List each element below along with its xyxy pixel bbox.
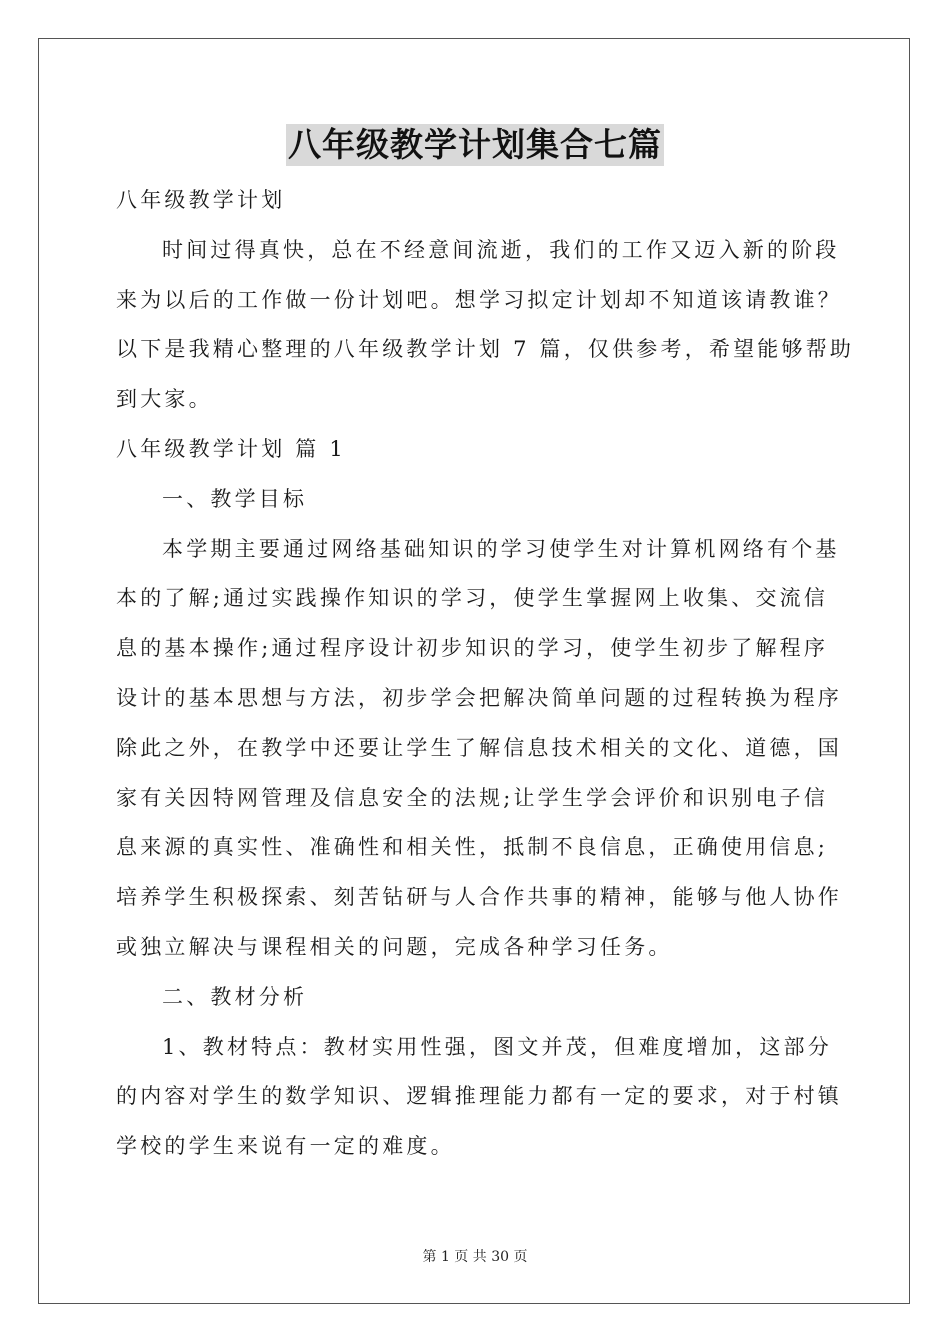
body-line: 本的了解;通过实践操作知识的学习，使学生掌握网上收集、交流信 [116,586,829,611]
body-line: 或独立解决与课程相关的问题，完成各种学习任务。 [116,934,673,959]
body-line: 来为以后的工作做一份计划吧。想学习拟定计划却不知道该请教谁？ [116,287,842,312]
body-line: 培养学生积极探索、刻苦钻研与人合作共事的精神，能够与他人协作 [116,885,842,910]
body-line: 八年级教学计划 篇 1 [116,436,346,461]
body-line: 的内容对学生的数学知识、逻辑推理能力都有一定的要求，对于村镇 [116,1084,842,1109]
body-line: 家有关因特网管理及信息安全的法规;让学生学会评价和识别电子信 [116,785,829,810]
body-line: 到大家。 [116,387,213,412]
page-footer: 第 1 页 共 30 页 [422,1249,528,1265]
body-line: 除此之外，在教学中还要让学生了解信息技术相关的文化、道德，国 [116,735,842,760]
document-body [116,176,855,1172]
body-line: 学校的学生来说有一定的难度。 [116,1134,455,1159]
body-line: 息来源的真实性、准确性和相关性，抵制不良信息，正确使用信息; [116,835,829,860]
body-line: 二、教材分析 [162,984,308,1009]
body-line: 1、教材特点：教材实用性强，图文并茂，但难度增加，这部分 [162,1034,832,1059]
body-line: 八年级教学计划 [116,188,286,212]
title-container [0,124,950,166]
body-line: 时间过得真快，总在不经意间流逝，我们的工作又迈入新的阶段 [162,237,840,262]
body-line: 以下是我精心整理的八年级教学计划 7 篇，仅供参考，希望能够帮助 [116,337,855,362]
body-line: 本学期主要通过网络基础知识的学习使学生对计算机网络有个基 [162,536,840,561]
body-line: 息的基本操作;通过程序设计初步知识的学习，使学生初步了解程序 [116,636,829,661]
body-line: 设计的基本思想与方法，初步学会把解决简单问题的过程转换为程序 [116,685,842,710]
body-line: 一、教学目标 [162,486,308,511]
document-title: 八年级教学计划集合七篇 [288,125,662,164]
